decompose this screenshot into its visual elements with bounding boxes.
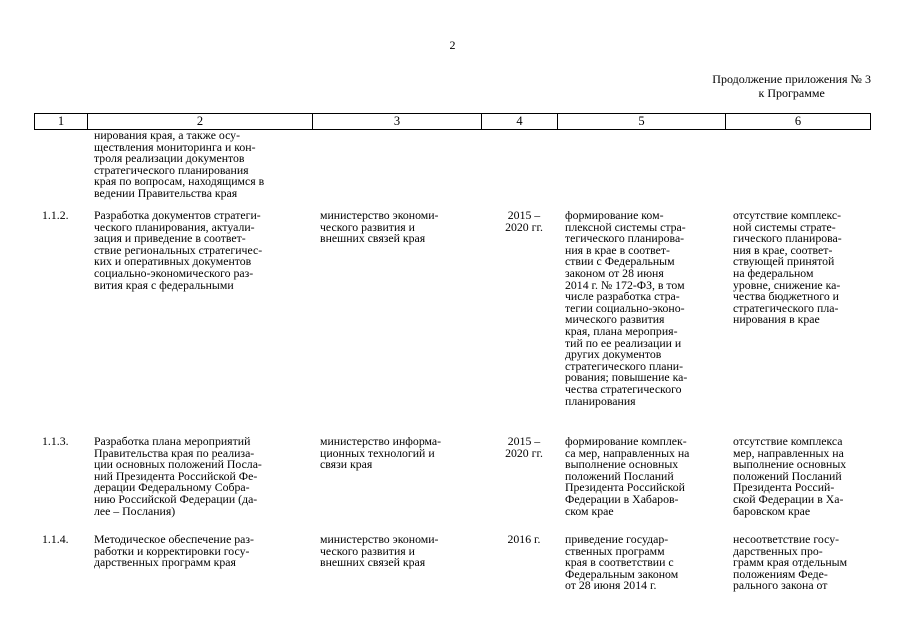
activity-name-line: социально-экономического раз- [94, 265, 254, 280]
activity-name-line: Разработка плана мероприятий [94, 434, 251, 448]
expected-result-line: чества стратегического [565, 381, 682, 396]
expected-result-line: выполнение основных [565, 457, 679, 472]
expected-result-cell [565, 210, 725, 407]
expected-result-line: Федерации в Хабаров- [565, 491, 679, 506]
activity-name-line: Методическое обеспечение раз- [94, 532, 254, 546]
activity-name-cell [94, 436, 316, 517]
executor-line: ческого развития и [320, 219, 415, 234]
row-number-cell [42, 534, 90, 546]
consequences-line: ной системы страте- [733, 219, 836, 234]
expected-result-line: законом от 28 июня [565, 265, 664, 280]
term-line: 2020 гг. [505, 219, 543, 234]
consequences-line: мер, направленных на [733, 445, 844, 460]
executor-line: связи края [320, 457, 373, 472]
table-row [34, 436, 870, 534]
row-number-line: 1.1.3. [42, 434, 69, 448]
activity-name-line: края по вопросам, находящимся в [94, 174, 265, 189]
expected-result-line: ском крае [565, 503, 614, 518]
table-row [34, 130, 870, 210]
column-header-1: 1 [35, 114, 88, 130]
row-number-line: 1.1.2. [42, 208, 69, 222]
executor-line: внешних связей края [320, 231, 426, 246]
row-number-cell [42, 436, 90, 448]
expected-result-cell [565, 436, 725, 517]
appendix-line-2: к Программе [758, 86, 825, 100]
consequences-line: ствующей принятой [733, 254, 835, 269]
page-number: 2 [449, 38, 456, 52]
activity-name-line: дарственных программ края [94, 555, 236, 570]
expected-result-cell [565, 534, 725, 592]
consequences-line: ния в крае, соответ- [733, 242, 833, 257]
term-line: 2020 гг. [505, 445, 543, 460]
consequences-line: положений Посланий [733, 468, 842, 483]
activity-name-line: вития края с федеральными [94, 277, 234, 292]
activity-name-line: зация и приведение в соответ- [94, 231, 246, 246]
expected-result-line: ствии с Федеральным [565, 254, 675, 269]
consequences-line: стратегического пла- [733, 300, 839, 315]
consequences-line: рального закона от [733, 578, 828, 593]
expected-result-line: числе разработка стра- [565, 289, 680, 304]
column-header-6: 6 [726, 114, 871, 130]
consequences-line: чества бюджетного и [733, 289, 839, 304]
consequences-line: гического планирова- [733, 231, 842, 246]
expected-result-line: 2014 г. № 172-ФЗ, в том [565, 277, 685, 292]
column-header-2: 2 [88, 114, 313, 130]
table-row [34, 534, 870, 614]
expected-result-line: тегии социально-эконо- [565, 300, 685, 315]
appendix-heading [712, 72, 871, 100]
expected-result-line: тегического планирова- [565, 231, 685, 246]
appendix-line-1: Продолжение приложения № 3 [712, 72, 871, 86]
consequences-line: нирования в крае [733, 312, 820, 327]
activity-name-line: ции основных положений Посла- [94, 457, 262, 472]
executor-line: министерство информа- [320, 434, 442, 448]
expected-result-line: положений Посланий [565, 468, 674, 483]
table-body [34, 130, 870, 614]
expected-result-line: планирования [565, 393, 636, 408]
activity-name-line: Правительства края по реализа- [94, 445, 255, 460]
consequences-cell [733, 436, 873, 517]
consequences-cell [733, 534, 873, 592]
consequences-cell [733, 210, 873, 326]
consequences-line: ской Федерации в Ха- [733, 491, 844, 506]
consequences-line: отсутствие комплекса [733, 434, 843, 448]
activity-name-line: работки и корректировки госу- [94, 543, 250, 558]
expected-result-line: формирование ком- [565, 208, 664, 222]
activity-name-line: троля реализации документов [94, 151, 245, 166]
expected-result-line: края, плана мероприя- [565, 323, 678, 338]
expected-result-line: края в соответствии с [565, 555, 674, 570]
activity-name-line: ствие региональных стратегичес- [94, 242, 263, 257]
activity-name-line: лее – Послания) [94, 503, 176, 518]
expected-result-line: ния в крае в соответ- [565, 242, 670, 257]
activity-name-line: дерации Федеральному Собра- [94, 480, 250, 495]
expected-result-line: других документов [565, 347, 662, 362]
activity-name-cell [94, 210, 316, 291]
activity-name-line: ний Президента Российской Фе- [94, 468, 258, 483]
activity-name-cell [94, 130, 316, 200]
consequences-line: дарственных про- [733, 543, 823, 558]
expected-result-line: тий по ее реализации и [565, 335, 682, 350]
row-number-line: 1.1.4. [42, 532, 69, 546]
row-number-cell [42, 210, 90, 222]
executor-line: министерство экономи- [320, 208, 439, 222]
activity-name-line: ких и оперативных документов [94, 254, 252, 269]
executor-line: ческого развития и [320, 543, 415, 558]
executor-line: внешних связей края [320, 555, 426, 570]
executor-line: ционных технологий и [320, 445, 435, 460]
executor-line: министерство экономи- [320, 532, 439, 546]
consequences-line: отсутствие комплекс- [733, 208, 842, 222]
consequences-line: на федеральном [733, 265, 814, 280]
table-row [34, 210, 870, 436]
consequences-line: положениям Феде- [733, 566, 828, 581]
consequences-line: уровне, снижение ка- [733, 277, 841, 292]
activity-name-line: Разработка документов стратеги- [94, 208, 261, 222]
term-line: 2016 г. [507, 532, 541, 546]
term-cell [489, 436, 559, 459]
activity-name-line: ведении Правительства края [94, 185, 238, 200]
consequences-line: Президента Россий- [733, 480, 835, 495]
column-header-5: 5 [558, 114, 726, 130]
activity-name-line: нию Российской Федерации (да- [94, 491, 258, 506]
activity-name-cell [94, 534, 316, 569]
expected-result-line: мического развития [565, 312, 665, 327]
term-line: 2015 – [507, 434, 541, 448]
expected-result-line: Федеральным законом [565, 566, 679, 581]
consequences-line: баровском крае [733, 503, 811, 518]
executor-cell [320, 534, 485, 569]
consequences-line: грамм края отдельным [733, 555, 848, 570]
expected-result-line: Президента Российской [565, 480, 685, 495]
column-header-4: 4 [482, 114, 558, 130]
activity-name-line: стратегического планирования [94, 162, 249, 177]
expected-result-line: ственных программ [565, 543, 665, 558]
executor-cell [320, 436, 485, 471]
expected-result-line: формирование комплек- [565, 434, 687, 448]
activity-name-line: нирования края, а также осу- [94, 128, 240, 142]
expected-result-line: стратегического плани- [565, 358, 684, 373]
executor-cell [320, 210, 485, 245]
term-line: 2015 – [507, 208, 541, 222]
activity-name-line: ческого планирования, актуали- [94, 219, 255, 234]
expected-result-line: са мер, направленных на [565, 445, 690, 460]
activity-name-line: ществления мониторинга и кон- [94, 139, 256, 154]
term-cell [489, 534, 559, 546]
consequences-line: несоответствие госу- [733, 532, 840, 546]
term-cell [489, 210, 559, 233]
column-header-3: 3 [313, 114, 482, 130]
consequences-line: выполнение основных [733, 457, 847, 472]
expected-result-line: приведение государ- [565, 532, 669, 546]
expected-result-line: плексной системы стра- [565, 219, 686, 234]
expected-result-line: от 28 июня 2014 г. [565, 578, 657, 593]
expected-result-line: рования; повышение ка- [565, 370, 688, 385]
